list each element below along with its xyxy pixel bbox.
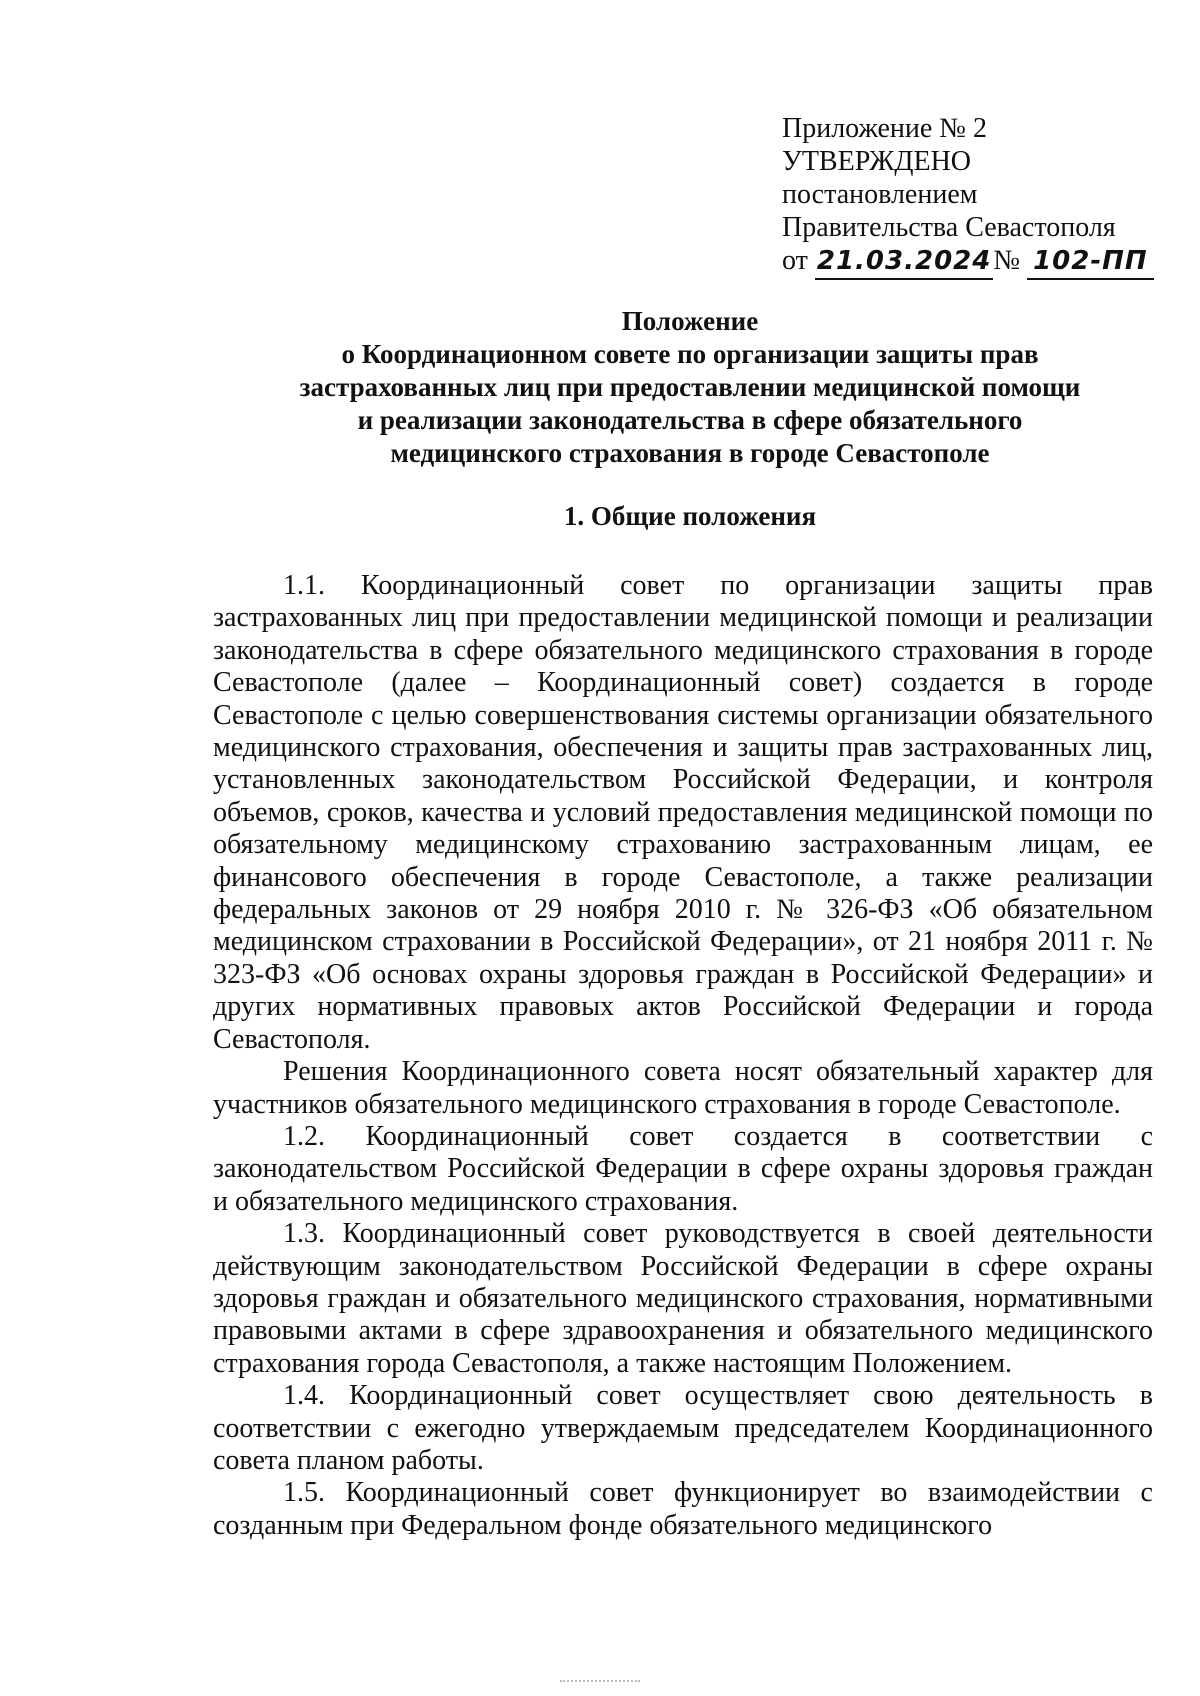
paragraph-decisions: Решения Координационного совета носят обязательный характер для участников обязательного медицинского страхования в городе Севастополе.: [213, 1056, 1153, 1120]
paragraph-1-3: 1.3. Координационный совет руководствуется в своей деятельности действующим законодательством Российской Федерации в сфере охраны здоровья граждан и обязательного медицинского страхования, нормативными правовыми актами в сфере здравоохранения и обязательного медицинского страхования города Севастополя, а также настоящим Положением.: [213, 1218, 1153, 1379]
number-sign: №: [993, 245, 1021, 276]
approved-label: УТВЕРЖДЕНО: [782, 146, 972, 177]
paragraph-1-1: 1.1. Координационный совет по организации защиты прав застрахованных лиц при предоставлении медицинской помощи и реализации законодательства в сфере обязательного медицинского страхования в городе Севастополе (далее – Координационный совет) создается в городе Севастополе с целью совершенствования системы организации обязательного медицинского страхования, обеспечения и защиты прав застрахованных лиц, установленных законодательством Российской Федерации, и контроля объемов, сроков, качества и условий предоставления медицинской помощи по обязательному медицинскому страхованию застрахованным лицам, ее финансового обеспечения в городе Севастополе, а также реализации федеральных законов от 29 ноября 2010 г. № 326-ФЗ «Об обязательном медицинском страховании в Российской Федерации», от 21 ноября 2011 г. № 323-ФЗ «Об основах охраны здоровья граждан в Российской Федерации» и других нормативных правовых актов Российской Федерации и города Севастополя.: [213, 570, 1153, 1055]
paragraph-1-4: 1.4. Координационный совет осуществляет свою деятельность в соответствии с ежегодно утверждаемым председателем Координационного совета планом работы.: [213, 1380, 1153, 1476]
section-heading: 1. Общие положения: [563, 501, 817, 531]
handwritten-number: 102-ПП: [1027, 245, 1154, 280]
approval-stamp: [782, 112, 1154, 280]
title-line: и реализации законодательства в сфере обязательного: [357, 405, 1023, 435]
title-line: медицинского страхования в городе Севастополе: [390, 438, 990, 468]
title-line: застрахованных лиц при предоставлении медицинской помощи: [299, 372, 1081, 402]
resolution-label: постановлением: [782, 179, 978, 210]
title-line: о Координационном совете по организации защиты прав: [341, 339, 1039, 369]
handwritten-date: 21.03.2024: [815, 245, 993, 280]
date-number-line: [782, 244, 1154, 280]
date-prefix: от: [782, 245, 808, 276]
section-body: [213, 570, 1153, 1542]
government-label: Правительства Севастополя: [782, 212, 1116, 243]
paragraph-1-5: 1.5. Координационный совет функционирует во взаимодействии с созданным при Федеральном фонде обязательного медицинского: [213, 1477, 1153, 1541]
document-title: [250, 305, 1130, 470]
page-bottom-mark: [560, 1680, 640, 1685]
appendix-number: Приложение № 2: [782, 113, 987, 144]
title-line: Положение: [621, 306, 759, 336]
paragraph-1-2: 1.2. Координационный совет создается в соответствии с законодательством Российской Федерации в сфере охраны здоровья граждан и обязательного медицинского страхования.: [213, 1120, 1153, 1217]
